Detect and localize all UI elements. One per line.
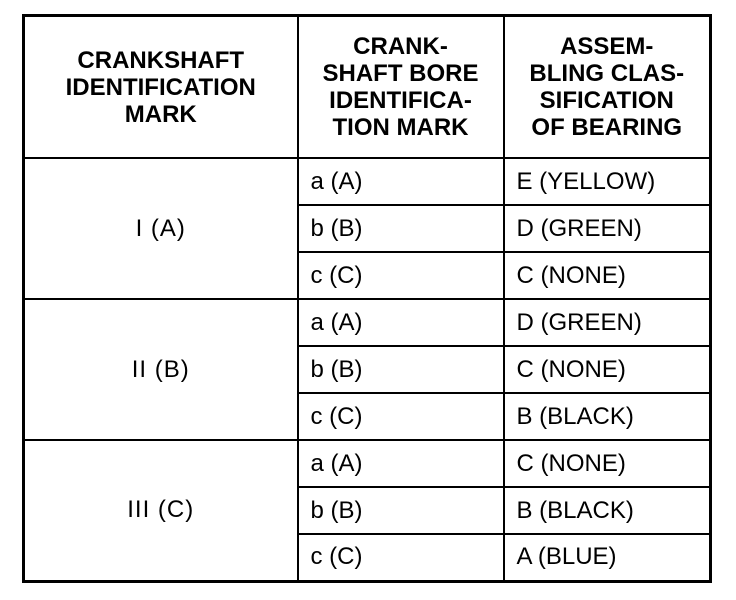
bearing-classification-table-wrapper [22, 14, 712, 583]
header-crankshaft-bore-identification-mark: CRANK- SHAFT BORE IDENTIFICA- TION MARK [298, 16, 504, 159]
bore-mark-cell: a (A) [298, 440, 504, 487]
bore-mark-cell: b (B) [298, 346, 504, 393]
bore-mark-cell: c (C) [298, 393, 504, 440]
bearing-class-cell: E (YELLOW) [504, 158, 711, 205]
bore-mark-cell: a (A) [298, 299, 504, 346]
table-row [24, 158, 711, 205]
header-row [24, 16, 711, 159]
bore-mark-cell: c (C) [298, 534, 504, 581]
bore-mark-cell: a (A) [298, 158, 504, 205]
header-crankshaft-identification-mark: CRANKSHAFT IDENTIFICATION MARK [24, 16, 298, 159]
bearing-class-cell: C (NONE) [504, 440, 711, 487]
table-row [24, 299, 711, 346]
bore-mark-cell: b (B) [298, 205, 504, 252]
crankshaft-mark-cell: III (C) [24, 440, 298, 581]
bearing-class-cell: A (BLUE) [504, 534, 711, 581]
header-assembling-classification-of-bearing: ASSEM- BLING CLAS- SIFICATION OF BEARING [504, 16, 711, 159]
bearing-class-cell: D (GREEN) [504, 299, 711, 346]
crankshaft-mark-cell: I (A) [24, 158, 298, 299]
bore-mark-cell: b (B) [298, 487, 504, 534]
bore-mark-cell: c (C) [298, 252, 504, 299]
bearing-class-cell: D (GREEN) [504, 205, 711, 252]
bearing-class-cell: B (BLACK) [504, 393, 711, 440]
bearing-class-cell: C (NONE) [504, 252, 711, 299]
crankshaft-mark-cell: II (B) [24, 299, 298, 440]
table-row [24, 440, 711, 487]
bearing-class-cell: C (NONE) [504, 346, 711, 393]
bearing-classification-table [22, 14, 712, 583]
bearing-class-cell: B (BLACK) [504, 487, 711, 534]
